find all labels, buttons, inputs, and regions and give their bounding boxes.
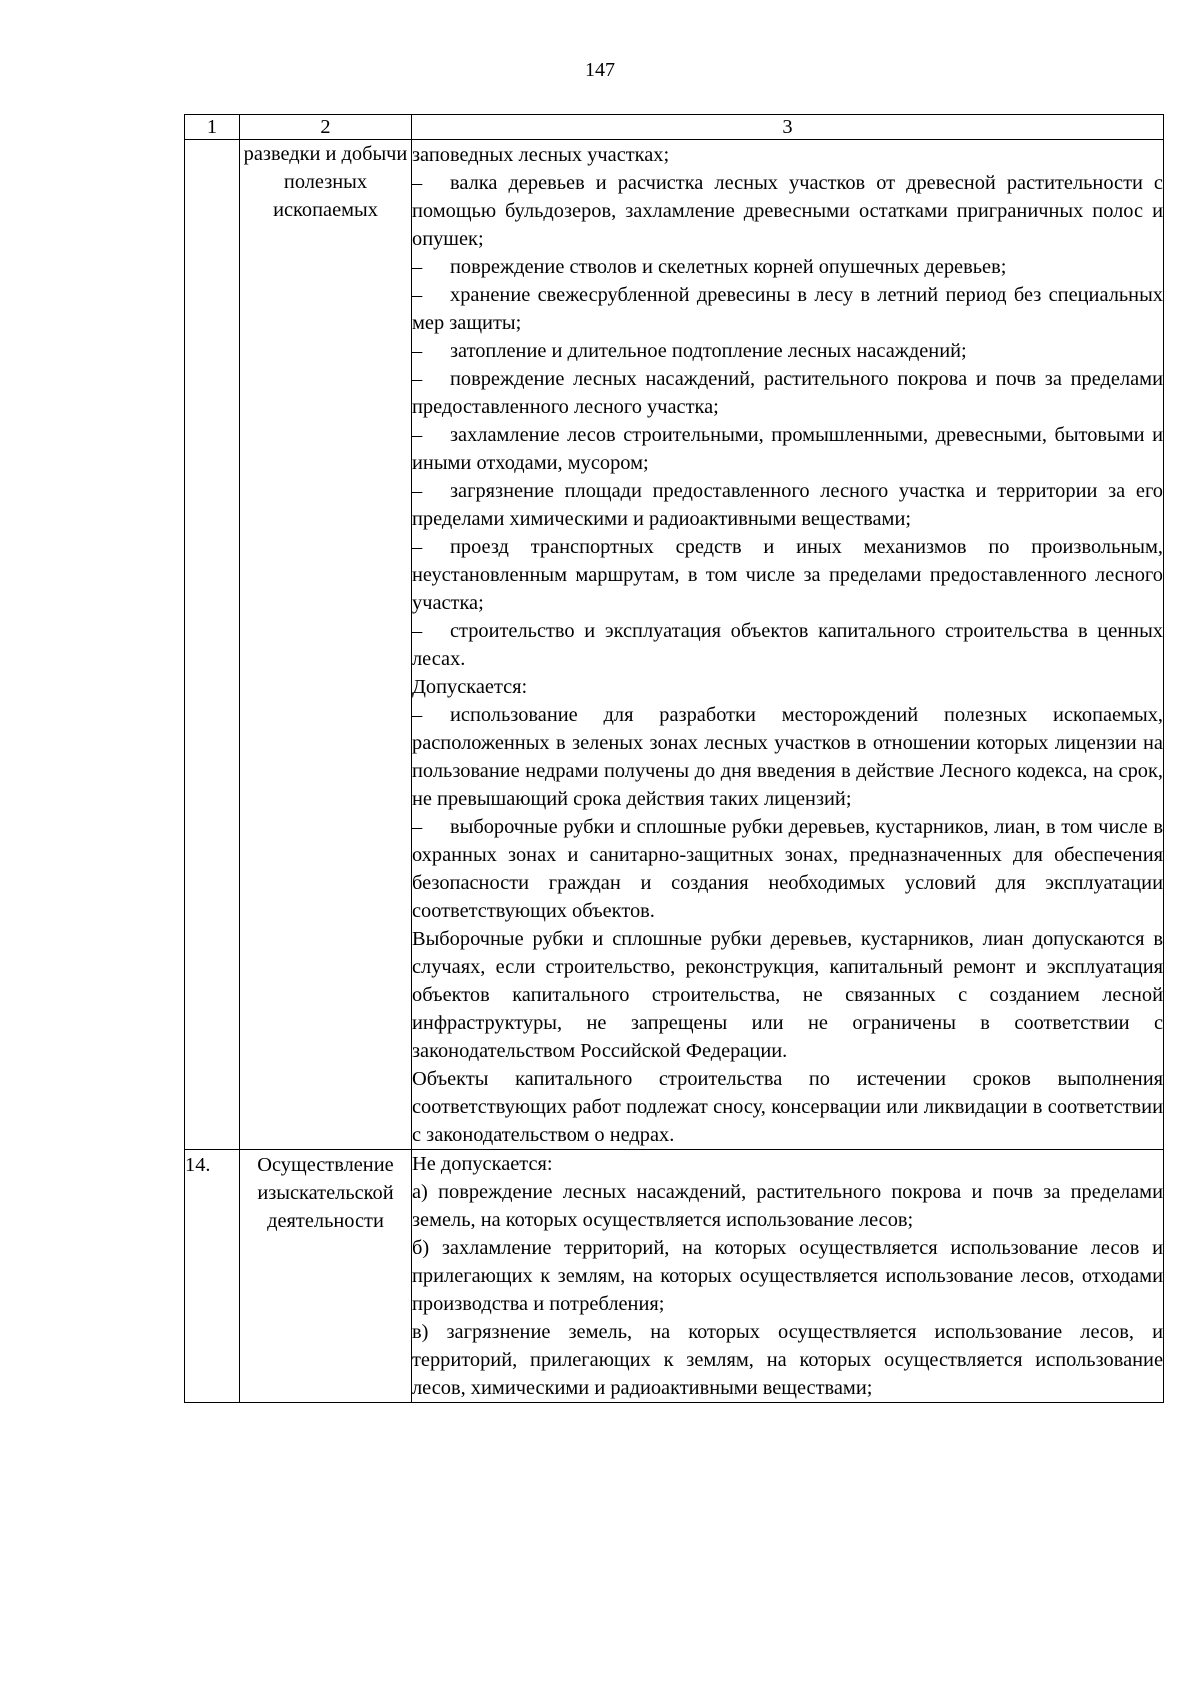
- dash-bullet: –: [412, 340, 423, 362]
- paragraph: Выборочные рубки и сплошные рубки деревьев, кустарников, лиан допускаются в случаях, если строительство, реконструкция, капитальный ремонт и эксплуатация объектов капитального строительства, не связанных с созданием лесной инфраструктуры, не запрещены или не ограничены в соответствии с законодательством Российской Федерации.: [412, 928, 1163, 1062]
- activity-name: разведки и добычи полезных ископаемых: [240, 140, 412, 1150]
- row-number: [185, 140, 240, 1150]
- not-allowed-label: Не допускается:: [412, 1153, 553, 1175]
- page-number: 147: [585, 59, 615, 81]
- allowed-label: Допускается:: [412, 676, 528, 698]
- dash-bullet: –: [412, 536, 423, 558]
- list-item-text: хранение свежесрубленной древесины в лесу в летний период без специальных мер защиты;: [412, 284, 1163, 334]
- dash-bullet: –: [412, 704, 423, 726]
- list-item-text: выборочные рубки и сплошные рубки деревьев, кустарников, лиан, в том числе в охранных зонах и санитарно-защитных зонах, предназначенных для обеспечения безопасности граждан и создания необходимых условий для эксплуатации соответствующих объектов.: [412, 816, 1163, 922]
- list-item-text: повреждение стволов и скелетных корней опушечных деревьев;: [450, 256, 1007, 278]
- list-item: [412, 477, 1163, 533]
- dash-bullet: –: [412, 172, 423, 194]
- list-item: [412, 337, 1163, 365]
- sub-item: в) загрязнение земель, на которых осуществляется использование лесов, и территорий, прилегающих к землям, на которых осуществляется использование лесов, химическими и радиоактивными веществами;: [412, 1321, 1163, 1399]
- list-item-text: захламление лесов строительными, промышленными, древесными, бытовыми и иными отходами, мусором;: [412, 424, 1163, 474]
- table-row: [185, 140, 1164, 1150]
- list-item: [412, 421, 1163, 477]
- list-item: [412, 365, 1163, 421]
- list-item-text: использование для разработки месторождений полезных ископаемых, расположенных в зеленых зонах лесных участков в отношении которых лицензии на пользование недрами получены до дня введения в действие Лесного кодекса, на срок, не превышающий срока действия таких лицензий;: [412, 704, 1163, 810]
- requirements-cell: [412, 140, 1164, 1150]
- row-number: 14.: [185, 1150, 240, 1403]
- list-item: [412, 701, 1163, 813]
- dash-bullet: –: [412, 816, 423, 838]
- requirements-cell: [412, 1150, 1164, 1403]
- list-item: [412, 169, 1163, 253]
- list-item-text: строительство и эксплуатация объектов капитального строительства в ценных лесах.: [412, 620, 1163, 670]
- dash-bullet: –: [412, 256, 423, 278]
- list-item-text: затопление и длительное подтопление лесных насаждений;: [450, 340, 967, 362]
- list-item: [412, 617, 1163, 673]
- list-item-text: загрязнение площади предоставленного лесного участка и территории за его пределами химическими и радиоактивными веществами;: [412, 480, 1163, 530]
- list-item: [412, 281, 1163, 337]
- regulation-table: [184, 114, 1164, 1403]
- list-item: [412, 533, 1163, 617]
- dash-bullet: –: [412, 480, 423, 502]
- header-col-2: 2: [240, 115, 412, 140]
- sub-item: б) захламление территорий, на которых осуществляется использование лесов и прилегающих к землям, на которых осуществляется использование лесов, отходами производства и потребления;: [412, 1237, 1163, 1315]
- dash-bullet: –: [412, 424, 423, 446]
- activity-name: Осуществление изыскательской деятельности: [240, 1150, 412, 1403]
- lead-text: заповедных лесных участках;: [412, 144, 670, 166]
- table-row: [185, 1150, 1164, 1403]
- sub-item: а) повреждение лесных насаждений, растительного покрова и почв за пределами земель, на которых осуществляется использование лесов;: [412, 1181, 1163, 1231]
- table-header-row: [185, 115, 1164, 140]
- list-item-text: повреждение лесных насаждений, растительного покрова и почв за пределами предоставленного лесного участка;: [412, 368, 1163, 418]
- paragraph: Объекты капитального строительства по истечении сроков выполнения соответствующих работ подлежат сносу, консервации или ликвидации в соответствии с законодательством о недрах.: [412, 1068, 1163, 1146]
- header-col-3: 3: [412, 115, 1164, 140]
- header-col-1: 1: [185, 115, 240, 140]
- dash-bullet: –: [412, 284, 423, 306]
- list-item: [412, 813, 1163, 925]
- list-item: [412, 253, 1163, 281]
- list-item-text: валка деревьев и расчистка лесных участков от древесной растительности с помощью бульдозеров, захламление древесными остатками приграничных полос и опушек;: [412, 172, 1163, 250]
- list-item-text: проезд транспортных средств и иных механизмов по произвольным, неустановленным маршрутам, в том числе за пределами предоставленного лесного участка;: [412, 536, 1163, 614]
- dash-bullet: –: [412, 620, 423, 642]
- dash-bullet: –: [412, 368, 423, 390]
